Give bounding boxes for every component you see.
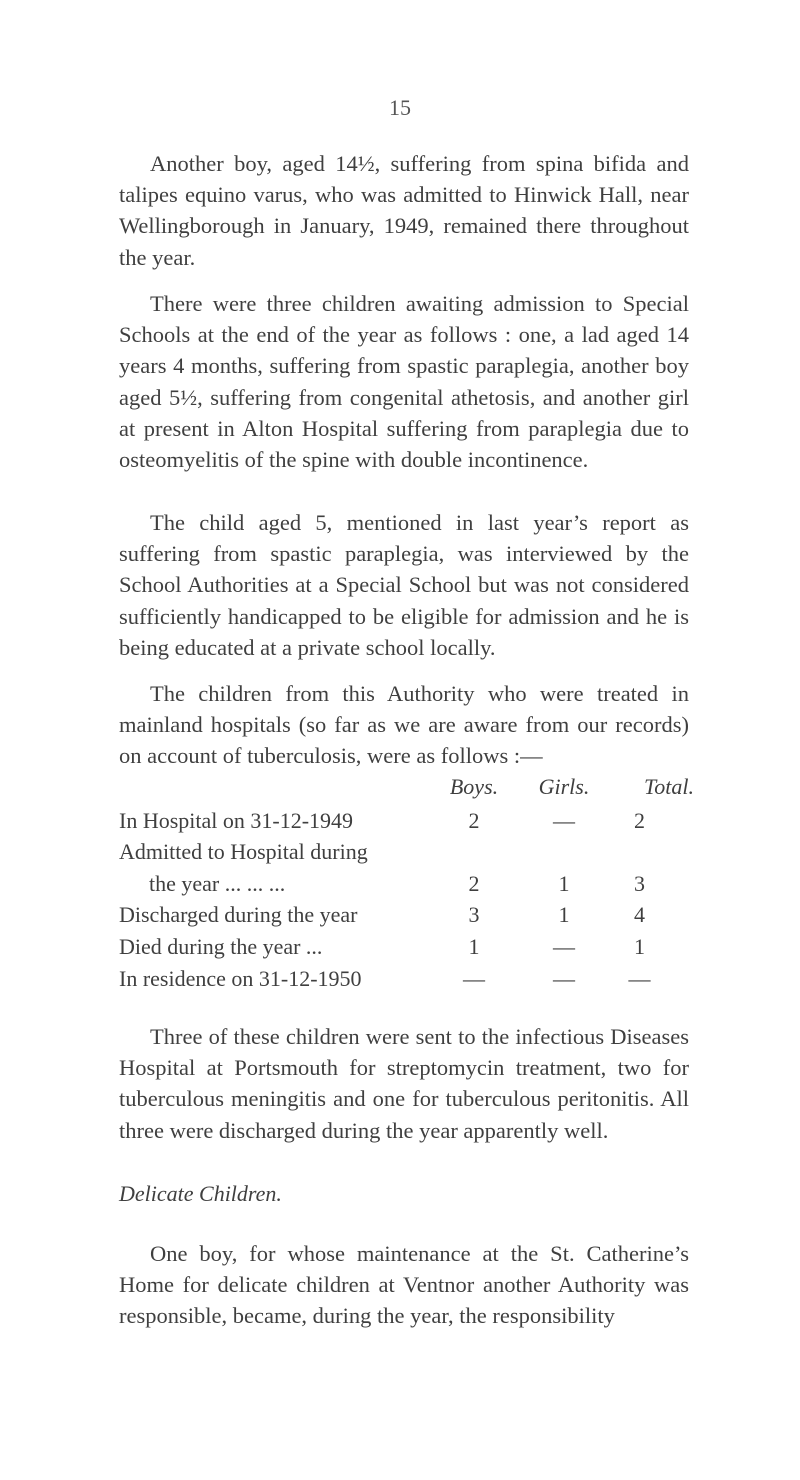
row-label: Died during the year ... [119,933,323,959]
paragraph-tuberculosis-intro: The children from this Authority who were treated in mainland hospitals (so far as we are aware from our records) on account of tuberculosis, were as follows :— [119,681,689,769]
cell-boys: 1 [468,933,480,959]
table-row [119,928,694,960]
cell-total: 2 [634,807,645,833]
cell-girls: — [553,965,575,991]
table-row [119,834,694,866]
row-label: In Hospital on 31-12-1949 [119,807,354,833]
table-header-boys: Boys. [449,774,499,799]
cell-total: 3 [634,870,645,896]
cell-boys [429,834,519,866]
row-label: the year ... ... ... [149,870,286,896]
table-row [119,897,694,929]
cell-girls: 1 [558,902,570,928]
cell-girls: — [553,933,575,959]
cell-girls: — [553,807,575,833]
table-header-row [119,772,694,802]
table-row [119,802,694,834]
table-header-girls: Girls. [538,774,590,799]
tuberculosis-table [119,772,694,992]
cell-total: 4 [634,902,645,928]
cell-boys: — [463,965,485,991]
paragraph-awaiting-admission: There were three children awaiting admission to Special Schools at the end of the year as follows : one, a lad aged 14 years 4 months, suffering from spastic paraplegia, another boy aged 5½, suffering from congenital athetosis, and another girl at present in Alton Hospital suffering from paraplegia due to osteomyelitis of the spine with double incontinence. [119,291,689,473]
cell-girls [519,834,609,866]
page-number: 15 [389,95,411,120]
paragraph-streptomycin: Three of these children were sent to the infectious Diseases Hospital at Portsmouth for streptomycin treatment, two for tuberculous meningitis and one for tuberculous peritonitis. All three were discharged during the year apparently well. [119,1024,689,1143]
table-row [119,865,694,897]
paragraph-st-catherines: One boy, for whose maintenance at the St. Catherine’s Home for delicate children at Ventnor another Authority was responsible, became, during the year, the responsibility [119,1241,689,1329]
section-heading-delicate-children: Delicate Children. [119,1181,282,1206]
cell-total [609,834,694,866]
paragraph-spastic-paraplegia: The child aged 5, mentioned in last year’s report as suffering from spastic paraplegia, was interviewed by the School Authorities at a Special School but was not considered sufficiently handicapped to be eligible for admission and he is being educated at a private school locally. [119,510,689,660]
table-header-total: Total. [644,774,694,799]
cell-total: — [628,965,651,991]
row-label: In residence on 31-12-1950 [119,965,362,991]
cell-boys: 2 [468,807,480,833]
table-row [119,960,694,992]
row-label: Admitted to Hospital during [119,839,368,865]
paragraph-spina-bifida: Another boy, aged 14½, suffering from spina bifida and talipes equino varus, who was admitted to Hinwick Hall, near Wellingborough in January, 1949, remained there throughout the year. [119,151,689,270]
cell-girls: 1 [558,870,570,896]
cell-total: 1 [634,933,645,959]
table-header-blank [119,772,429,802]
row-label: Discharged during the year [119,902,358,928]
cell-boys: 2 [468,870,480,896]
cell-boys: 3 [468,902,480,928]
